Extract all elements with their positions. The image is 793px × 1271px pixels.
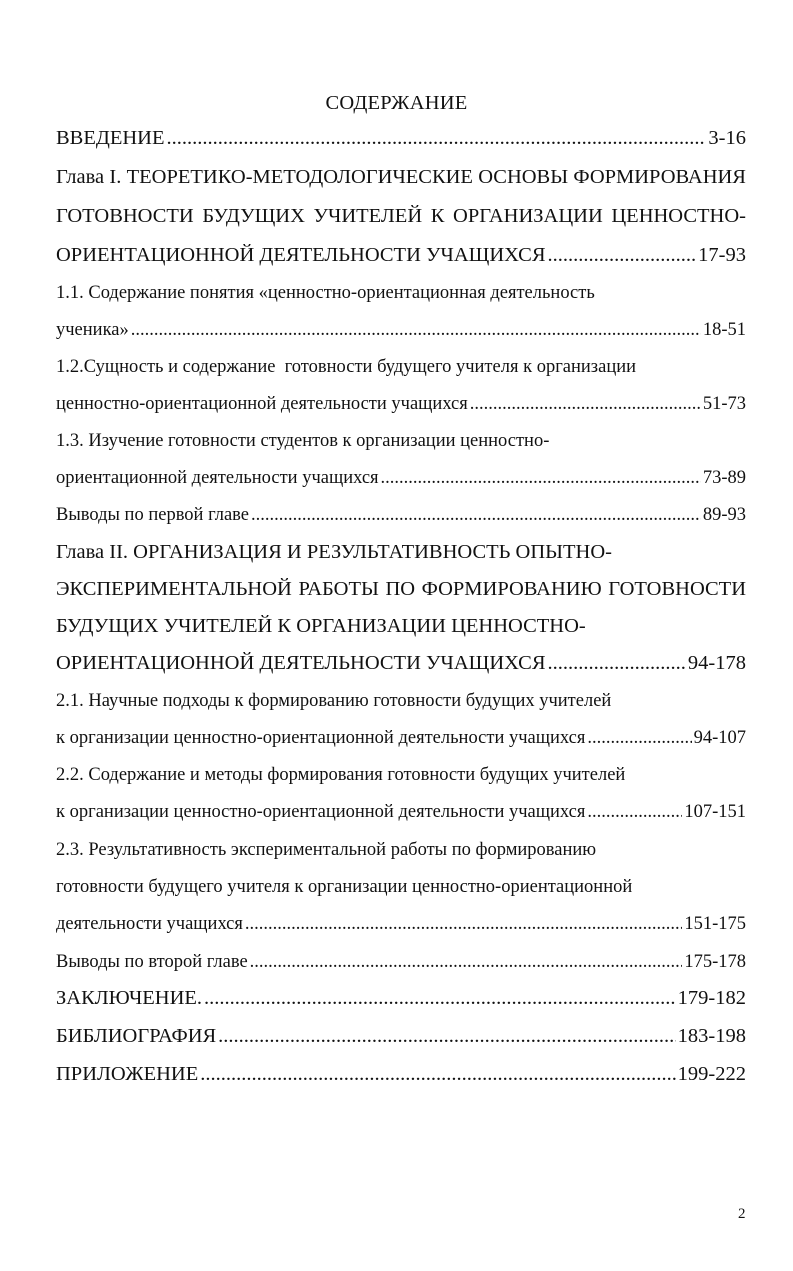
toc-page-range: 18-51 bbox=[702, 320, 746, 340]
section-2-3-line-1[interactable]: 2.3. Результативность экспериментальной работы по формированию bbox=[56, 840, 597, 860]
toc-page-range: 179-182 bbox=[677, 987, 746, 1009]
section-2-1-line-1[interactable]: 2.1. Научные подходы к формированию готовности будущих учителей bbox=[56, 691, 612, 711]
toc-entry-label: Выводы по первой главе bbox=[56, 505, 250, 525]
dot-leader bbox=[548, 243, 697, 267]
chapter-1-title-line-2[interactable]: ГОТОВНОСТИ БУДУЩИХ УЧИТЕЛЕЙ К ОРГАНИЗАЦИИ ЦЕННОСТНО- bbox=[56, 205, 746, 227]
toc-entry-conclusion[interactable] bbox=[56, 986, 746, 1010]
section-2-2-line-2: к организации ценностно-ориентационной деятельности учащихся bbox=[56, 802, 586, 822]
section-2-3-line-3: деятельности учащихся bbox=[56, 914, 243, 934]
toc-entry-appendix[interactable] bbox=[56, 1062, 746, 1086]
toc-entry-chapter-1-conclusions[interactable] bbox=[56, 503, 746, 527]
dot-leader bbox=[167, 126, 707, 150]
toc-page-range: 151-175 bbox=[684, 914, 746, 934]
toc-entry-section-1-2[interactable] bbox=[56, 392, 746, 416]
toc-entry-section-1-3[interactable] bbox=[56, 466, 746, 490]
toc-page-range: 3-16 bbox=[708, 127, 746, 149]
chapter-1-title-line-3: ОРИЕНТАЦИОННОЙ ДЕЯТЕЛЬНОСТИ УЧАЩИХСЯ bbox=[56, 244, 546, 266]
toc-entry-section-2-2[interactable] bbox=[56, 800, 746, 824]
toc-page-range: 17-93 bbox=[698, 244, 746, 266]
toc-page-range: 73-89 bbox=[702, 468, 746, 488]
dot-leader bbox=[218, 1024, 676, 1048]
section-1-1-line-2: ученика» bbox=[56, 320, 129, 340]
toc-entry-section-1-1[interactable] bbox=[56, 318, 746, 342]
chapter-2-title-line-4: ОРИЕНТАЦИОННОЙ ДЕЯТЕЛЬНОСТИ УЧАЩИХСЯ bbox=[56, 652, 546, 674]
dot-leader bbox=[250, 950, 683, 974]
section-1-3-line-2: ориентационной деятельности учащихся bbox=[56, 468, 379, 488]
toc-page-range: 175-178 bbox=[684, 952, 746, 972]
page-title: СОДЕРЖАНИЕ bbox=[325, 92, 468, 114]
section-1-2-line-1[interactable]: 1.2.Сущность и содержание готовности будущего учителя к организации bbox=[56, 357, 637, 377]
toc-entry-chapter-1[interactable] bbox=[56, 243, 746, 267]
toc-page-range: 89-93 bbox=[702, 505, 746, 525]
section-1-2-line-2: ценностно-ориентационной деятельности учащихся bbox=[56, 394, 468, 414]
page-number: 2 bbox=[738, 1206, 746, 1222]
dot-leader bbox=[587, 800, 682, 824]
toc-page-range: 183-198 bbox=[677, 1025, 746, 1047]
toc-entry-label: БИБЛИОГРАФИЯ bbox=[56, 1025, 217, 1047]
toc-page-range: 199-222 bbox=[677, 1063, 746, 1085]
toc-entry-section-2-1[interactable] bbox=[56, 726, 746, 750]
chapter-2-title-line-3[interactable]: БУДУЩИХ УЧИТЕЛЕЙ К ОРГАНИЗАЦИИ ЦЕННОСТНО- bbox=[56, 615, 586, 637]
toc-entry-chapter-2[interactable] bbox=[56, 651, 746, 675]
section-2-1-line-2: к организации ценностно-ориентационной деятельности учащихся bbox=[56, 728, 586, 748]
dot-leader bbox=[587, 726, 691, 750]
dot-leader bbox=[470, 392, 701, 416]
section-1-1-line-1[interactable]: 1.1. Содержание понятия «ценностно-ориентационная деятельность bbox=[56, 283, 595, 303]
toc-entry-label: ЗАКЛЮЧЕНИЕ. bbox=[56, 987, 203, 1009]
toc-page-range: 94-178 bbox=[687, 652, 746, 674]
toc-entry-chapter-2-conclusions[interactable] bbox=[56, 950, 746, 974]
toc-page-range: 51-73 bbox=[702, 394, 746, 414]
dot-leader bbox=[204, 986, 676, 1010]
toc-entry-label: ВВЕДЕНИЕ bbox=[56, 127, 165, 149]
section-2-2-line-1[interactable]: 2.2. Содержание и методы формирования готовности будущих учителей bbox=[56, 765, 626, 785]
dot-leader bbox=[548, 651, 686, 675]
toc-entry-section-2-3[interactable] bbox=[56, 912, 746, 936]
toc-entry-label: Выводы по второй главе bbox=[56, 952, 248, 972]
toc-page-range: 94-107 bbox=[693, 728, 746, 748]
dot-leader bbox=[131, 318, 701, 342]
chapter-2-title-line-2[interactable]: ЭКСПЕРИМЕНТАЛЬНОЙ РАБОТЫ ПО ФОРМИРОВАНИЮ ГОТОВНОСТИ bbox=[56, 578, 746, 600]
toc-entry-bibliography[interactable] bbox=[56, 1024, 746, 1048]
dot-leader bbox=[245, 912, 682, 936]
dot-leader bbox=[381, 466, 701, 490]
dot-leader bbox=[200, 1062, 675, 1086]
section-2-3-line-2[interactable]: готовности будущего учителя к организации ценностно-ориентационной bbox=[56, 877, 633, 897]
toc-entry-introduction[interactable] bbox=[56, 126, 746, 150]
dot-leader bbox=[251, 503, 701, 527]
toc-entry-label: ПРИЛОЖЕНИЕ bbox=[56, 1063, 199, 1085]
toc-page-range: 107-151 bbox=[684, 802, 746, 822]
section-1-3-line-1[interactable]: 1.3. Изучение готовности студентов к организации ценностно- bbox=[56, 431, 550, 451]
chapter-2-title-line-1[interactable]: Глава II. ОРГАНИЗАЦИЯ И РЕЗУЛЬТАТИВНОСТЬ ОПЫТНО- bbox=[56, 541, 612, 563]
chapter-1-title-line-1[interactable]: Глава I. ТЕОРЕТИКО-МЕТОДОЛОГИЧЕСКИЕ ОСНОВЫ ФОРМИРОВАНИЯ bbox=[56, 166, 746, 188]
